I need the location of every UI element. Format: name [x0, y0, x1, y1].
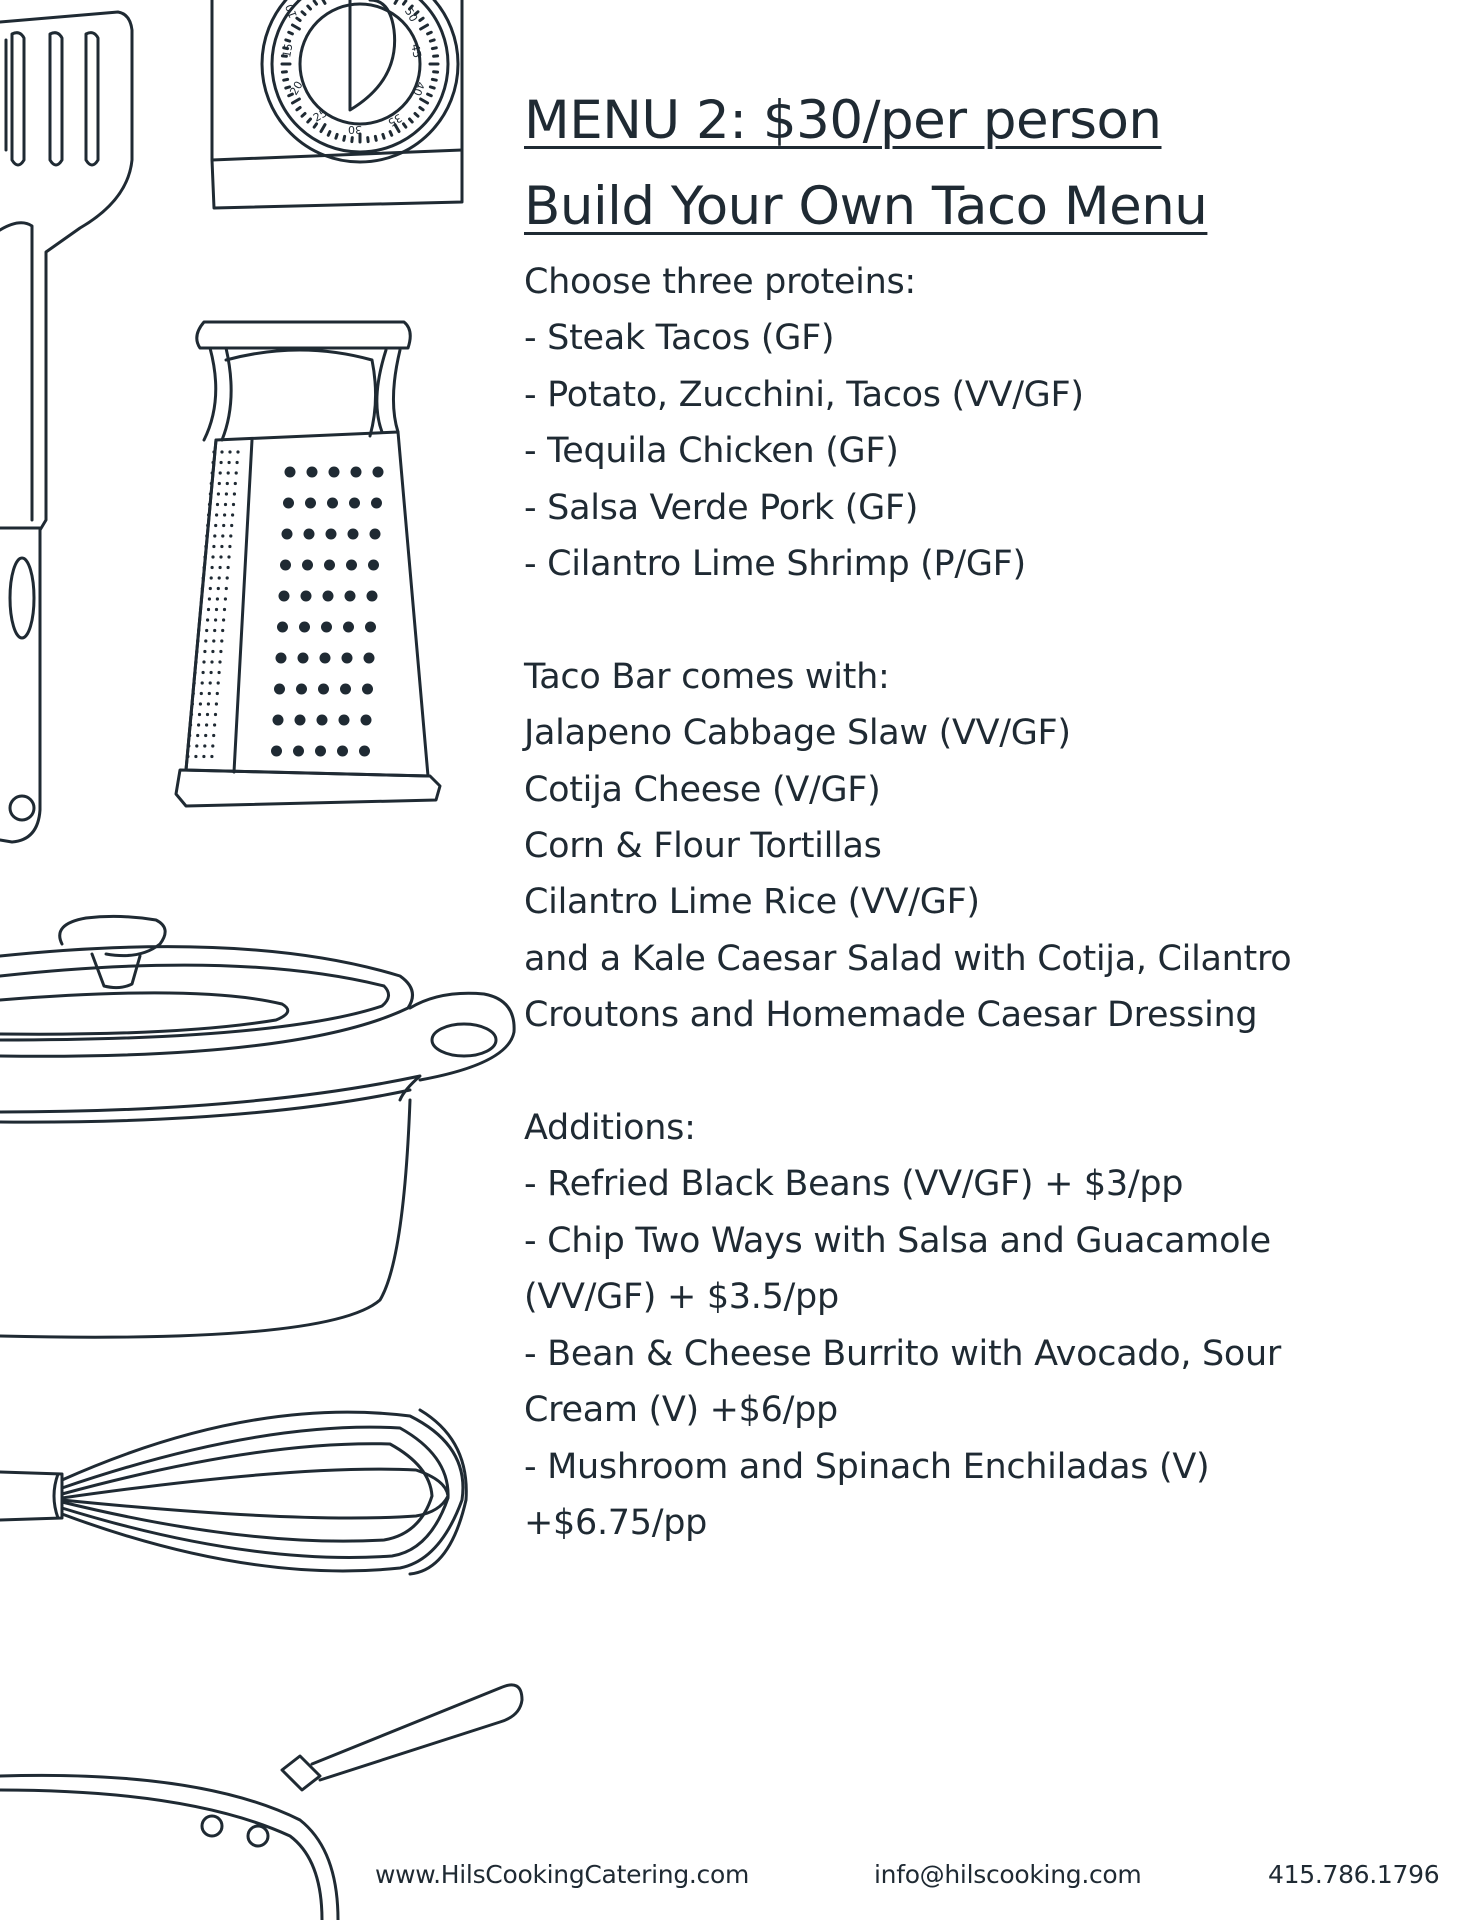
grater-hole: [304, 529, 315, 540]
grater-hole: [274, 684, 285, 695]
email-link[interactable]: info@hilscooking.com: [874, 1860, 1142, 1889]
timer-tick: [428, 32, 432, 34]
grater-fine-hole: [206, 524, 209, 527]
grater-fine-hole: [220, 450, 223, 453]
grater-hole: [351, 467, 362, 478]
menu-line: Cotija Cheese (V/GF): [524, 769, 881, 810]
menu-line: (VV/GF) + $3.5/pp: [524, 1277, 839, 1318]
grater-fine-hole: [204, 639, 207, 642]
grater-fine-hole: [215, 702, 218, 705]
grater-fine-hole: [212, 639, 215, 642]
timer-tick: [289, 32, 293, 34]
timer-tick: [286, 40, 290, 41]
grater-fine-hole: [221, 629, 224, 632]
timer-dial-number: 15: [280, 42, 296, 59]
grater-fine-hole: [190, 713, 193, 716]
grater-fine-hole: [210, 755, 213, 758]
grater-fine-hole: [210, 660, 213, 663]
timer-tick: [328, 132, 330, 136]
grater-fine-hole: [207, 702, 210, 705]
grater-fine-hole: [216, 692, 219, 695]
grater-fine-hole: [218, 671, 221, 674]
timer-tick: [428, 94, 432, 96]
dutch-oven-icon: [0, 916, 514, 1337]
grater-fine-hole: [209, 587, 212, 590]
grater-fine-hole: [215, 608, 218, 611]
menu-line: Corn & Flour Tortillas: [524, 826, 882, 867]
box-grater-icon: [176, 322, 440, 806]
grater-hole: [271, 746, 282, 757]
menu-content: [524, 78, 1424, 1551]
grater-fine-hole: [226, 576, 229, 579]
menu-line: - Tequila Chicken (GF): [524, 431, 899, 472]
grater-fine-hole: [206, 618, 209, 621]
grater-fine-hole: [220, 461, 223, 464]
timer-tick: [321, 0, 325, 3]
grater-fine-hole: [212, 461, 215, 464]
menu-line: - Steak Tacos (GF): [524, 318, 835, 359]
grater-hole: [368, 560, 379, 571]
timer-tick: [415, 114, 418, 117]
menu-line: and a Kale Caesar Salad with Cotija, Cilantro: [524, 938, 1292, 979]
timer-tick: [395, 0, 399, 3]
grater-hole: [305, 498, 316, 509]
timer-tick: [421, 99, 428, 103]
timer-tick: [430, 87, 434, 88]
grater-hole: [365, 622, 376, 633]
timer-tick: [336, 134, 337, 138]
timer-tick: [375, 136, 376, 140]
grater-fine-hole: [189, 723, 192, 726]
grater-fine-hole: [213, 723, 216, 726]
grater-fine-hole: [213, 534, 216, 537]
timer-tick: [297, 18, 300, 20]
grater-fine-hole: [202, 660, 205, 663]
grater-fine-hole: [203, 744, 206, 747]
grater-fine-hole: [225, 587, 228, 590]
menu-line: - Potato, Zucchini, Tacos (VV/GF): [524, 374, 1084, 415]
grater-hole: [280, 560, 291, 571]
timer-tick: [321, 125, 325, 132]
timer-tick: [344, 136, 345, 140]
timer-dial-number: 35: [385, 110, 405, 130]
grater-fine-hole: [208, 503, 211, 506]
timer-tick: [420, 107, 423, 109]
grater-hole: [345, 591, 356, 602]
grater-fine-hole: [205, 723, 208, 726]
grater-fine-hole: [217, 587, 220, 590]
grater-fine-hole: [226, 482, 229, 485]
grater-fine-hole: [222, 618, 225, 621]
grater-fine-hole: [194, 660, 197, 663]
timer-tick: [297, 107, 300, 109]
grater-fine-hole: [223, 513, 226, 516]
grater-fine-hole: [210, 576, 213, 579]
grater-fine-hole: [219, 566, 222, 569]
timer-tick: [314, 124, 316, 127]
grater-fine-hole: [194, 755, 197, 758]
grater-hole: [326, 529, 337, 540]
grater-hole: [299, 622, 310, 633]
grater-fine-hole: [200, 692, 203, 695]
grater-hole: [307, 467, 318, 478]
timer-dial-number: 30: [348, 123, 362, 136]
timer-tick: [314, 1, 316, 4]
timer-tick: [302, 12, 305, 15]
grater-fine-hole: [199, 702, 202, 705]
timer-tick: [410, 119, 413, 122]
grater-fine-hole: [205, 534, 208, 537]
grater-fine-hole: [236, 461, 239, 464]
grater-fine-hole: [219, 471, 222, 474]
grater-fine-hole: [203, 650, 206, 653]
grater-hole: [298, 653, 309, 664]
timer-dial-number: 25: [311, 106, 330, 125]
menu-line: Cream (V) +$6/pp: [524, 1390, 838, 1431]
grater-fine-hole: [217, 492, 220, 495]
timer-tick: [403, 124, 405, 127]
grater-fine-hole: [196, 734, 199, 737]
grater-fine-hole: [223, 608, 226, 611]
grater-fine-hole: [186, 755, 189, 758]
menu-line: Taco Bar comes with:: [524, 656, 890, 697]
phone-number: 415.786.1796: [1268, 1860, 1440, 1889]
grater-fine-hole: [231, 513, 234, 516]
timer-tick: [292, 25, 299, 29]
grater-hole: [315, 746, 326, 757]
grater-fine-hole: [200, 597, 203, 600]
timer-tick: [403, 1, 405, 4]
grater-fine-hole: [201, 681, 204, 684]
grater-hole: [318, 684, 329, 695]
timer-tick: [421, 25, 428, 29]
menu-line: [524, 592, 1424, 648]
grater-fine-hole: [220, 639, 223, 642]
grater-fine-hole: [210, 482, 213, 485]
grater-fine-hole: [222, 524, 225, 527]
grater-fine-hole: [220, 545, 223, 548]
grater-fine-hole: [212, 545, 215, 548]
grater-hole: [279, 591, 290, 602]
menu-line: - Mushroom and Spinach Enchiladas (V): [524, 1446, 1210, 1487]
grater-fine-hole: [214, 618, 217, 621]
menu-subtitle: Build Your Own Taco Menu: [524, 176, 1208, 237]
spatula-icon: [0, 12, 132, 842]
kitchen-timer-icon: [212, 0, 462, 208]
menu-line: Croutons and Homemade Caesar Dressing: [524, 995, 1258, 1036]
grater-fine-hole: [227, 555, 230, 558]
menu-line: Choose three proteins:: [524, 262, 916, 302]
grater-fine-hole: [235, 471, 238, 474]
grater-hole: [302, 560, 313, 571]
grater-fine-hole: [233, 492, 236, 495]
grater-fine-hole: [227, 471, 230, 474]
grater-hole: [317, 715, 328, 726]
grater-hole: [282, 529, 293, 540]
menu-line: [524, 1044, 1424, 1100]
grater-fine-hole: [204, 734, 207, 737]
grater-fine-hole: [211, 744, 214, 747]
timer-dial-number: 45: [408, 43, 424, 60]
grater-fine-hole: [225, 492, 228, 495]
grater-fine-hole: [224, 597, 227, 600]
menu-line: - Cilantro Lime Shrimp (P/GF): [524, 544, 1026, 585]
website-link[interactable]: www.HilsCookingCatering.com: [375, 1860, 750, 1889]
grater-fine-hole: [203, 566, 206, 569]
grater-hole: [339, 715, 350, 726]
grater-fine-hole: [216, 597, 219, 600]
grater-fine-hole: [202, 671, 205, 674]
grater-fine-hole: [197, 629, 200, 632]
grater-fine-hole: [195, 650, 198, 653]
timer-tick: [420, 18, 423, 20]
grater-fine-hole: [211, 566, 214, 569]
grater-fine-hole: [207, 513, 210, 516]
grater-hole: [301, 591, 312, 602]
grater-hole: [343, 622, 354, 633]
grater-fine-hole: [213, 629, 216, 632]
timer-tick: [383, 134, 384, 138]
grater-fine-hole: [208, 597, 211, 600]
grater-fine-hole: [209, 681, 212, 684]
grater-fine-hole: [187, 744, 190, 747]
timer-tick: [430, 40, 434, 41]
grater-fine-hole: [217, 681, 220, 684]
grater-fine-hole: [211, 471, 214, 474]
grater-fine-hole: [229, 534, 232, 537]
timer-dial-number: 40: [410, 79, 428, 98]
grater-hole: [362, 684, 373, 695]
grater-fine-hole: [236, 450, 239, 453]
grater-fine-hole: [201, 587, 204, 590]
grater-hole: [295, 715, 306, 726]
menu-line: Additions:: [524, 1108, 696, 1149]
grater-fine-hole: [232, 503, 235, 506]
grater-fine-hole: [205, 629, 208, 632]
grater-hole: [346, 560, 357, 571]
grater-fine-hole: [198, 713, 201, 716]
grater-hole: [367, 591, 378, 602]
timer-tick: [390, 132, 392, 136]
timer-tick: [308, 119, 311, 122]
grater-fine-hole: [199, 608, 202, 611]
menu-line: Jalapeno Cabbage Slaw (VV/GF): [524, 713, 1071, 754]
grater-fine-hole: [219, 555, 222, 558]
grater-hole: [293, 746, 304, 757]
grater-fine-hole: [216, 503, 219, 506]
grater-hole: [320, 653, 331, 664]
timer-dial-number: 50: [401, 5, 421, 25]
timer-tick: [292, 99, 299, 103]
grater-fine-hole: [214, 713, 217, 716]
menu-body: [524, 254, 1424, 1551]
footer: [0, 1860, 1484, 1900]
grater-hole: [361, 715, 372, 726]
grater-fine-hole: [211, 555, 214, 558]
grater-fine-hole: [227, 566, 230, 569]
kitchen-illustrations: [0, 0, 560, 1920]
grater-hole: [283, 498, 294, 509]
grater-hole: [340, 684, 351, 695]
grater-fine-hole: [193, 681, 196, 684]
menu-line: - Chip Two Ways with Salsa and Guacamole: [524, 1220, 1271, 1261]
grater-fine-hole: [234, 482, 237, 485]
grater-hole: [276, 653, 287, 664]
grater-hole: [285, 467, 296, 478]
grater-fine-hole: [212, 734, 215, 737]
timer-tick: [432, 79, 436, 80]
grater-fine-hole: [203, 555, 206, 558]
grater-fine-hole: [207, 608, 210, 611]
grater-fine-hole: [230, 524, 233, 527]
grater-fine-hole: [224, 503, 227, 506]
grater-hole: [370, 529, 381, 540]
grater-fine-hole: [198, 618, 201, 621]
timer-tick: [302, 114, 305, 117]
timer-tick: [308, 6, 311, 9]
menu-title: MENU 2: $30/per person: [524, 90, 1162, 151]
grater-fine-hole: [209, 492, 212, 495]
grater-hole: [327, 498, 338, 509]
timer-dial-number: 20: [287, 78, 306, 98]
grater-hole: [277, 622, 288, 633]
timer-tick: [432, 48, 436, 49]
grater-fine-hole: [191, 702, 194, 705]
grater-hole: [373, 467, 384, 478]
grater-fine-hole: [228, 450, 231, 453]
menu-line: - Bean & Cheese Burrito with Avocado, Sour: [524, 1333, 1281, 1374]
menu-line: Cilantro Lime Rice (VV/GF): [524, 882, 980, 923]
menu-line: +$6.75/pp: [524, 1502, 708, 1543]
grater-fine-hole: [215, 513, 218, 516]
grater-hole: [359, 746, 370, 757]
grater-fine-hole: [188, 734, 191, 737]
grater-fine-hole: [218, 482, 221, 485]
grater-hole: [342, 653, 353, 664]
grater-fine-hole: [204, 545, 207, 548]
grater-fine-hole: [208, 692, 211, 695]
grater-fine-hole: [219, 650, 222, 653]
grater-fine-hole: [195, 744, 198, 747]
grater-hole: [324, 560, 335, 571]
grater-fine-hole: [218, 576, 221, 579]
grater-fine-hole: [210, 671, 213, 674]
grater-hole: [364, 653, 375, 664]
grater-fine-hole: [192, 692, 195, 695]
whisk-icon: [0, 1410, 466, 1574]
grater-fine-hole: [197, 723, 200, 726]
grater-hole: [348, 529, 359, 540]
grater-fine-hole: [202, 755, 205, 758]
grater-fine-hole: [228, 545, 231, 548]
grater-hole: [273, 715, 284, 726]
grater-hole: [371, 498, 382, 509]
grater-fine-hole: [218, 660, 221, 663]
grater-fine-hole: [194, 671, 197, 674]
menu-line: - Salsa Verde Pork (GF): [524, 487, 919, 528]
grater-fine-hole: [228, 461, 231, 464]
grater-hole: [321, 622, 332, 633]
grater-fine-hole: [212, 450, 215, 453]
grater-hole: [296, 684, 307, 695]
grater-hole: [323, 591, 334, 602]
grater-hole: [349, 498, 360, 509]
grater-fine-hole: [196, 639, 199, 642]
grater-hole: [329, 467, 340, 478]
grater-fine-hole: [211, 650, 214, 653]
menu-line: - Refried Black Beans (VV/GF) + $3/pp: [524, 1164, 1184, 1205]
timer-dial-number: 10: [282, 2, 300, 20]
grater-hole: [337, 746, 348, 757]
grater-fine-hole: [206, 713, 209, 716]
grater-fine-hole: [202, 576, 205, 579]
grater-fine-hole: [214, 524, 217, 527]
grater-fine-hole: [221, 534, 224, 537]
timer-tick: [284, 79, 288, 80]
